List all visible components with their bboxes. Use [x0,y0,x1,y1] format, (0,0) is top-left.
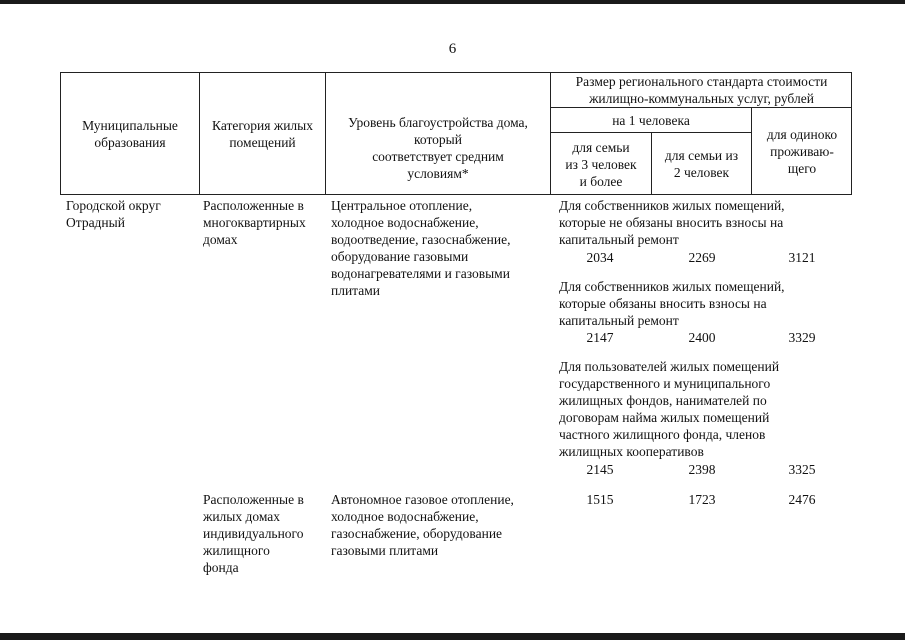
header-single: для одиноко проживаю- щего [766,126,838,176]
header-family-2: для семьи из 2 человек [664,148,739,180]
header-category: Категория жилых помещений [212,117,313,150]
value-family-2: 1723 [688,492,716,507]
value-family-2: 2400 [688,330,716,345]
page-number: 6 [448,41,457,57]
value-family-3plus: 2147 [586,330,614,345]
value-single: 3329 [788,330,816,345]
group3-label: Для пользователей жилых помещений государственного и муниципального жилищных фондов, нанимателей по договорам найма жилых помещений частного жилищного фонда, членов жилищных кооперативов [559,359,780,459]
row1-level: Центральное отопление, холодное водоснабжение, водоотведение, газоснабжение, оборудование газовыми водонагревателями и газовыми плитами [331,198,511,298]
municipality-name: Городской округ Отрадный [66,198,161,230]
value-single: 2476 [788,492,816,507]
row2-level: Автономное газовое отопление, холодное водоснабжение, газоснабжение, оборудование газовыми плитами [331,492,514,558]
row2-category: Расположенные в жилых домах индивидуального жилищного фонда [203,492,304,575]
group2-label: Для собственников жилых помещений, которые обязаны вносить взносы на капитальный ремонт [559,279,785,328]
value-family-3plus: 2034 [586,250,614,265]
value-single: 3121 [788,250,816,265]
header-municipalities: Муниципальные образования [82,117,178,150]
value-family-2: 2398 [688,462,716,477]
value-single: 3325 [788,462,816,477]
value-family-3plus: 2145 [586,462,614,477]
bottom-scan-border [0,633,905,640]
header-family-3plus: для семьи из 3 человек и более [565,139,637,189]
top-scan-border [0,0,905,4]
group1-label: Для собственников жилых помещений, которые не обязаны вносить взносы на капитальный ремонт [559,198,785,247]
value-family-2: 2269 [688,250,716,265]
header-level: Уровень благоустройства дома, который соответствует средним условиям* [348,114,528,181]
row1-category: Расположенные в многоквартирных домах [203,198,306,247]
header-per-person: на 1 человека [612,112,690,128]
header-standard-group: Размер регионального стандарта стоимости жилищно-коммунальных услуг, рублей [575,73,828,106]
value-family-3plus: 1515 [586,492,614,507]
